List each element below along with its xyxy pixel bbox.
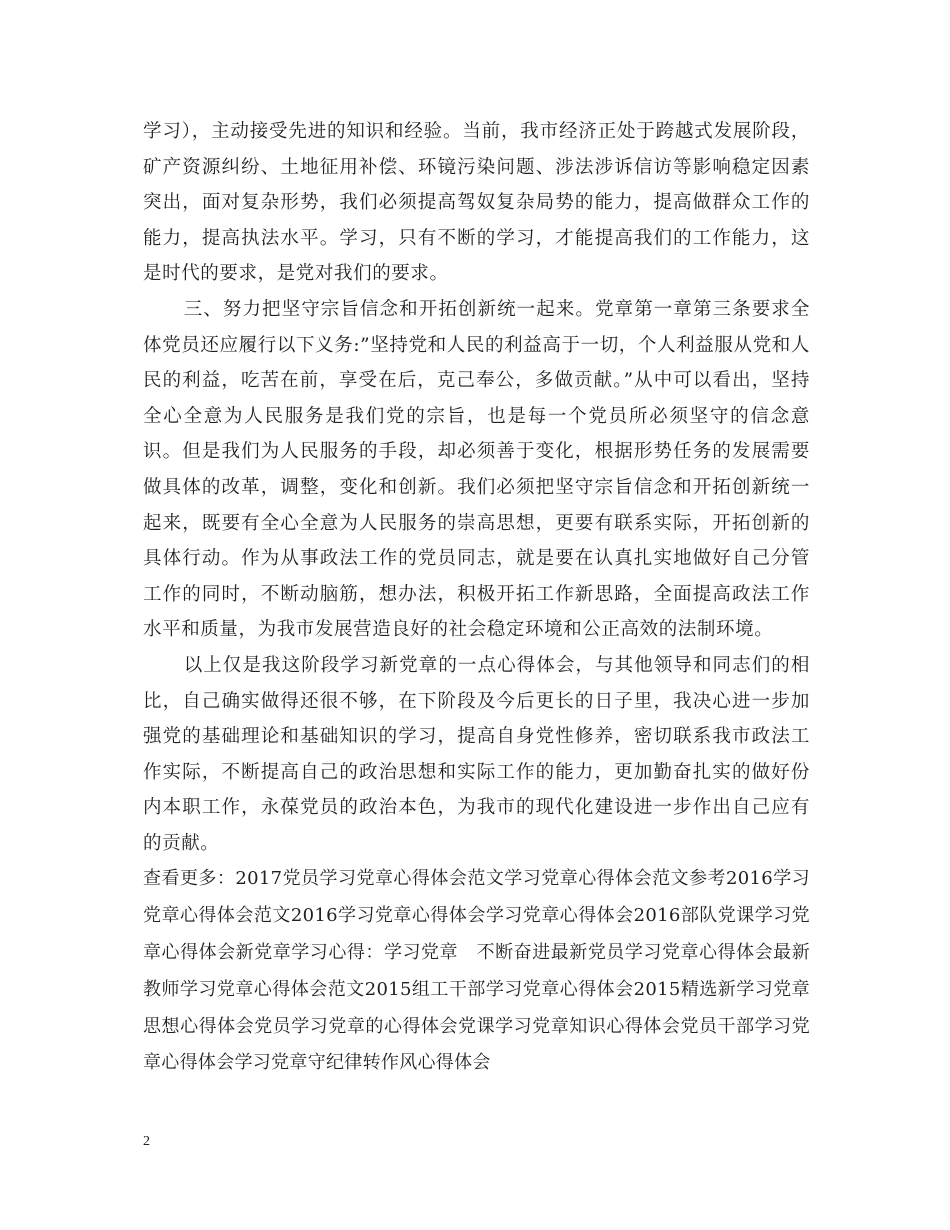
paragraph-learning-continuation: 学习），主动接受先进的知识和经验。当前，我市经济正处于跨越式发展阶段，矿产资源纠纷、土地征用补偿、环镜污染问题、涉法涉诉信访等影响稳定因素突出，面对复杂形势，我们必须提高驾奴复杂局势的能力，提高做群众工作的能力，提高执法水平。学习，只有不断的学习，才能提高我们的工作能力，这是时代的要求，是党对我们的要求。 <box>143 121 810 285</box>
page-number: 2 <box>143 1134 150 1149</box>
paragraph-section-three: 三、努力把坚守宗旨信念和开拓创新统一起来。党章第一章第三条要求全体党员还应履行以下义务:”坚持党和人民的利益高于一切，个人利益服从党和人民的利益，吃苦在前，享受在后，克己奉公，多做贡献。”从中可以看出，坚持全心全意为人民服务是我们党的宗旨，也是每一个党员所必须坚守的信念意识。但是我们为人民服务的手段，却必须善于变化，根据形势任务的发展需要做具体的改革，调整，变化和创新。我们必须把坚守宗旨信念和开拓创新统一起来，既要有全心全意为人民服务的崇高思想，更要有联系实际，开拓创新的具体行动。作为从事政法工作的党员同志，就是要在认真扎实地做好自己分管工作的同时，不断动脑筋，想办法，积极开拓工作新思路，全面提高政法工作水平和质量，为我市发展营造良好的社会稳定环境和公正高效的法制环境。 <box>143 298 810 641</box>
document-body <box>143 114 810 1082</box>
see-more-links: 查看更多：2017党员学习党章心得体会范文学习党章心得体会范文参考2016学习党章心得体会范文2016学习党章心得体会学习党章心得体会2016部队党课学习党章心得体会新党章学习心得：学习党章 不断奋进最新党员学习党章心得体会最新教师学习党章心得体会范文2015组工干部学习党章心得体会2015精选新学习党章思想心得体会党员学习党章的心得体会党课学习党章知识心得体会党员干部学习党章心得体会学习党章守纪律转作风心得体会 <box>143 868 810 1074</box>
paragraph-conclusion: 以上仅是我这阶段学习新党章的一点心得体会，与其他领导和同志们的相比，自己确实做得还很不够，在下阶段及今后更长的日子里，我决心进一步加强党的基础理论和基础知识的学习，提高自身党性修养，密切联系我市政法工作实际，不断提高自己的政治思想和实际工作的能力，更加勤奋扎实的做好份内本职工作，永葆党员的政治本色，为我市的现代化建设进一步作出自己应有的贡献。 <box>143 654 810 854</box>
